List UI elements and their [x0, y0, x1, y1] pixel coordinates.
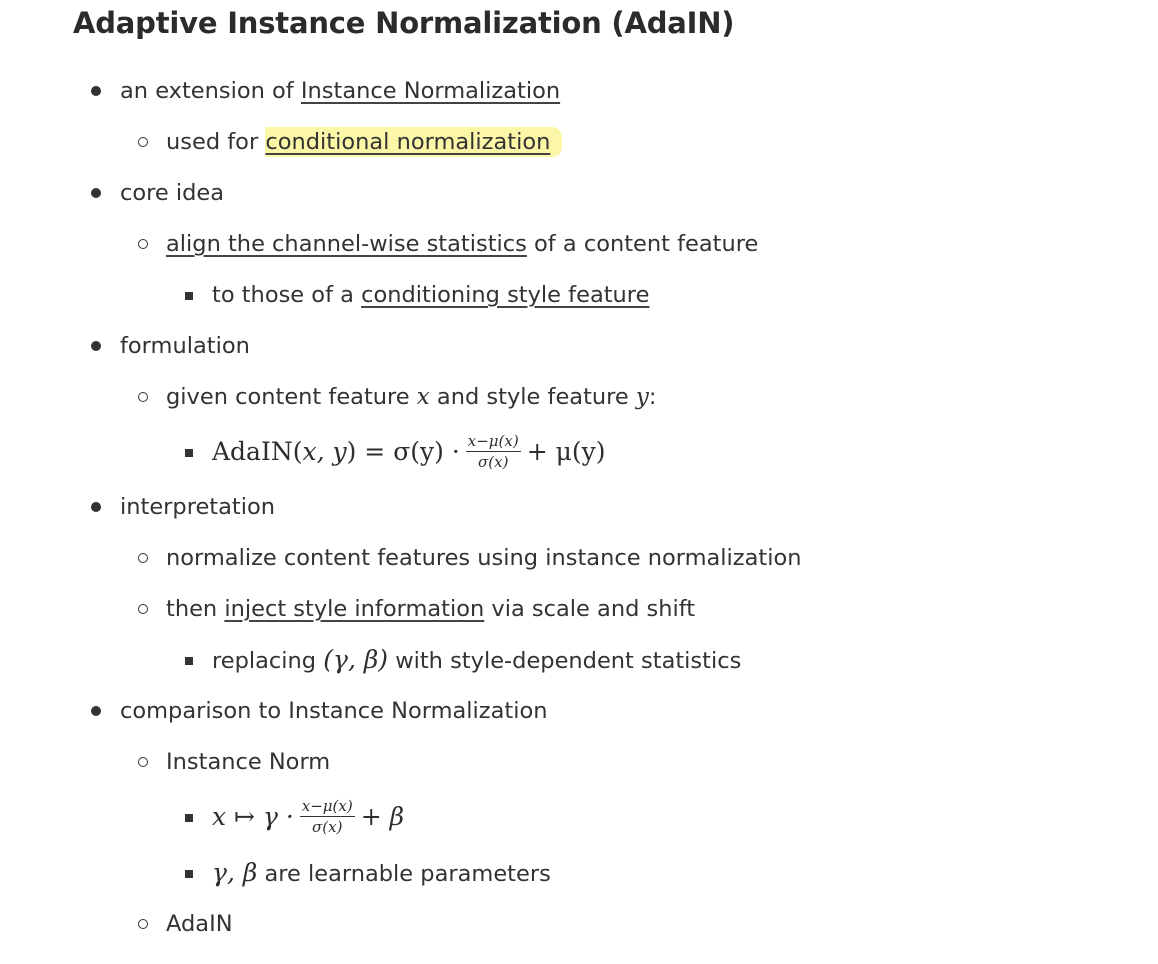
list-item-normalize: [166, 538, 801, 578]
core-idea-label: core idea: [120, 180, 225, 206]
fraction-numerator: x−μ(x): [467, 432, 519, 450]
list-item-to-those: [212, 275, 649, 315]
list-item-formulation: [120, 326, 250, 366]
bullet-square-icon: [185, 814, 193, 822]
list-item-instance-norm: [166, 742, 330, 782]
bullet-square-icon: [185, 657, 193, 665]
fraction-denominator: σ(x): [312, 818, 343, 836]
list-item-learnable: [212, 853, 551, 893]
link-align-channel-wise-statistics[interactable]: align the channel-wise statistics: [166, 231, 527, 257]
bullet-disc-icon: [91, 706, 101, 716]
given-suffix: :: [648, 384, 657, 410]
bullet-circle-icon: [138, 604, 148, 614]
bullet-circle-icon: [138, 392, 148, 402]
adain-label: AdaIN: [166, 911, 233, 937]
bullet-square-icon: [185, 292, 193, 300]
fraction-numerator: x−μ(x): [301, 797, 353, 815]
link-conditional-normalization[interactable]: conditional normalization: [265, 127, 562, 157]
fraction-denominator: σ(x): [478, 453, 509, 471]
bullet-disc-icon: [91, 188, 101, 198]
bullet-square-icon: [185, 870, 193, 878]
bullet-circle-icon: [138, 553, 148, 563]
replacing-suffix: with style-dependent statistics: [388, 648, 742, 674]
list-item-core-idea: [120, 173, 224, 213]
learnable-suffix: are learnable parameters: [257, 861, 551, 887]
link-conditioning-style-feature[interactable]: conditioning style feature: [361, 282, 650, 308]
extension-prefix: an extension of: [120, 78, 301, 104]
fraction: [300, 797, 355, 836]
align-suffix: of a content feature: [526, 231, 759, 257]
math-var-x: x: [416, 384, 430, 410]
replacing-math: (γ, β): [323, 645, 389, 674]
then-inject-prefix: then: [166, 596, 225, 622]
list-item-extension: [120, 71, 560, 111]
list-item-then-inject: [166, 589, 695, 629]
formula-rhs: + μ(y): [526, 437, 606, 466]
list-item-adain: [166, 904, 233, 944]
to-those-prefix: to those of a: [212, 282, 362, 308]
given-middle: and style feature: [429, 384, 636, 410]
bullet-circle-icon: [138, 239, 148, 249]
bullet-square-icon: [185, 449, 193, 457]
link-instance-normalization[interactable]: Instance Normalization: [300, 78, 561, 104]
fraction: [466, 432, 521, 471]
list-item-interpretation: [120, 487, 275, 527]
instance-norm-label: Instance Norm: [166, 749, 331, 775]
list-item-in-formula: [212, 797, 404, 837]
list-item-adain-formula: [212, 432, 606, 472]
then-inject-suffix: via scale and shift: [484, 596, 696, 622]
bullet-disc-icon: [91, 86, 101, 96]
in-formula-lhs: x ↦ γ ·: [212, 802, 294, 831]
replacing-prefix: replacing: [212, 648, 324, 674]
list-item-comparison: [120, 691, 547, 731]
given-prefix: given content feature: [166, 384, 417, 410]
used-for-prefix: used for: [166, 129, 266, 155]
math-var-y: y: [635, 384, 649, 410]
list-item-used-for: [166, 122, 562, 162]
list-item-given: [166, 377, 657, 417]
bullet-circle-icon: [138, 757, 148, 767]
in-formula-rhs: + β: [360, 802, 405, 831]
list-item-align: [166, 224, 758, 264]
page-title: Adaptive Instance Normalization (AdaIN): [73, 6, 735, 40]
bullet-circle-icon: [138, 137, 148, 147]
formula-lhs: AdaIN(: [212, 437, 303, 466]
learnable-math: γ, β: [212, 858, 258, 887]
bullet-disc-icon: [91, 502, 101, 512]
link-inject-style-information[interactable]: inject style information: [224, 596, 485, 622]
bullet-circle-icon: [138, 919, 148, 929]
interpretation-label: interpretation: [120, 494, 276, 520]
comparison-label: comparison to Instance Normalization: [120, 698, 548, 724]
list-item-replacing: [212, 640, 741, 680]
formula-args: x, y: [302, 437, 347, 466]
formula-eq: ) = σ(y) ·: [346, 437, 460, 466]
normalize-text: normalize content features using instance normalization: [166, 545, 802, 571]
bullet-disc-icon: [91, 341, 101, 351]
formulation-label: formulation: [120, 333, 250, 359]
